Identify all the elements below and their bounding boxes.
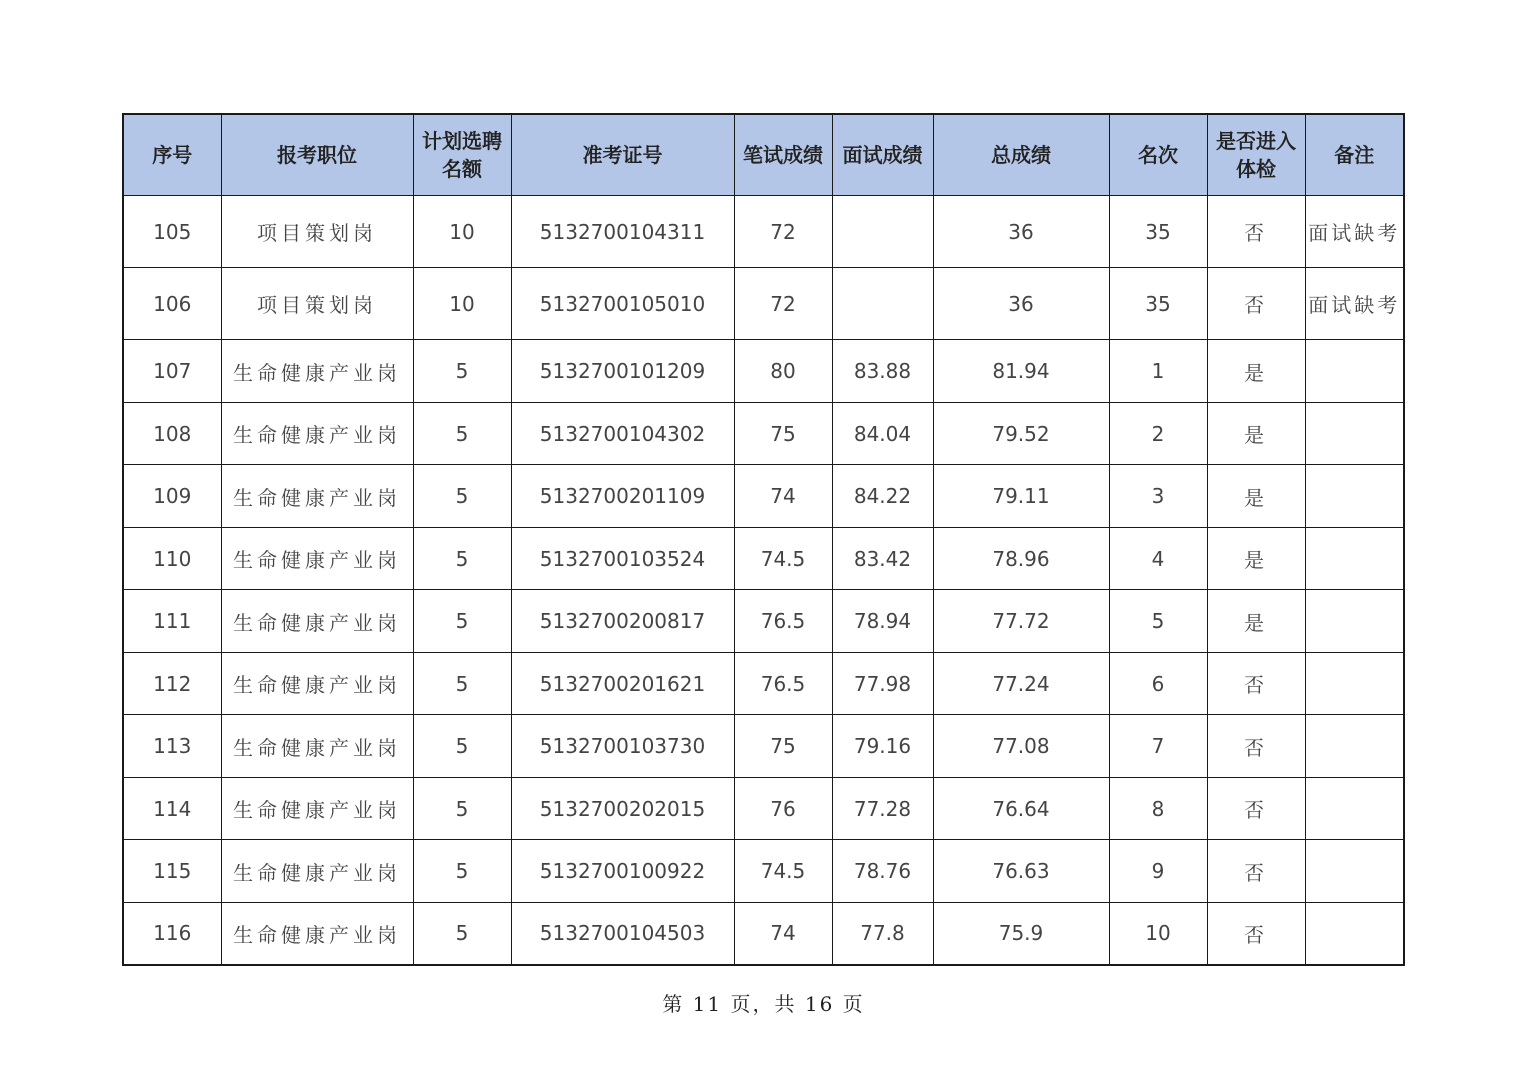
cell-rank: 8	[1109, 778, 1207, 840]
cell-remarks	[1305, 340, 1404, 403]
header-admission-number: 准考证号	[511, 114, 734, 196]
cell-rank: 10	[1109, 903, 1207, 965]
cell-written-score: 76.5	[734, 653, 832, 715]
cell-admission-number: 5132700104302	[511, 403, 734, 465]
header-physical-exam: 是否进入体检	[1207, 114, 1305, 196]
header-remarks: 备注	[1305, 114, 1404, 196]
cell-position: 生命健康产业岗	[221, 528, 413, 590]
cell-interview-score	[832, 196, 933, 268]
cell-planned-quota: 10	[413, 268, 511, 340]
cell-written-score: 74.5	[734, 840, 832, 903]
cell-planned-quota: 5	[413, 403, 511, 465]
cell-interview-score: 83.88	[832, 340, 933, 403]
cell-total-score: 36	[933, 196, 1109, 268]
cell-planned-quota: 5	[413, 840, 511, 903]
table-row	[123, 903, 1404, 965]
cell-interview-score: 77.28	[832, 778, 933, 840]
header-row	[123, 114, 1404, 196]
cell-physical-exam: 否	[1207, 840, 1305, 903]
cell-written-score: 75	[734, 403, 832, 465]
cell-admission-number: 5132700103524	[511, 528, 734, 590]
cell-rank: 35	[1109, 268, 1207, 340]
table-row	[123, 196, 1404, 268]
header-planned-quota: 计划选聘名额	[413, 114, 511, 196]
cell-written-score: 74	[734, 465, 832, 528]
cell-position: 生命健康产业岗	[221, 903, 413, 965]
cell-rank: 5	[1109, 590, 1207, 653]
cell-position: 生命健康产业岗	[221, 778, 413, 840]
cell-remarks	[1305, 590, 1404, 653]
table-row	[123, 590, 1404, 653]
cell-planned-quota: 5	[413, 903, 511, 965]
cell-physical-exam: 否	[1207, 653, 1305, 715]
cell-admission-number: 5132700100922	[511, 840, 734, 903]
header-rank: 名次	[1109, 114, 1207, 196]
cell-physical-exam: 是	[1207, 340, 1305, 403]
cell-total-score: 79.52	[933, 403, 1109, 465]
cell-serial-number: 114	[123, 778, 221, 840]
cell-physical-exam: 是	[1207, 590, 1305, 653]
cell-physical-exam: 否	[1207, 268, 1305, 340]
cell-serial-number: 110	[123, 528, 221, 590]
cell-physical-exam: 否	[1207, 196, 1305, 268]
cell-total-score: 77.72	[933, 590, 1109, 653]
cell-remarks	[1305, 528, 1404, 590]
cell-planned-quota: 5	[413, 778, 511, 840]
cell-admission-number: 5132700200817	[511, 590, 734, 653]
cell-interview-score: 84.22	[832, 465, 933, 528]
table-row	[123, 528, 1404, 590]
cell-admission-number: 5132700104311	[511, 196, 734, 268]
cell-serial-number: 116	[123, 903, 221, 965]
cell-total-score: 78.96	[933, 528, 1109, 590]
cell-admission-number: 5132700201109	[511, 465, 734, 528]
cell-planned-quota: 5	[413, 528, 511, 590]
cell-written-score: 72	[734, 196, 832, 268]
cell-position: 生命健康产业岗	[221, 403, 413, 465]
cell-serial-number: 111	[123, 590, 221, 653]
cell-total-score: 81.94	[933, 340, 1109, 403]
cell-rank: 6	[1109, 653, 1207, 715]
cell-rank: 2	[1109, 403, 1207, 465]
cell-admission-number: 5132700103730	[511, 715, 734, 778]
cell-interview-score	[832, 268, 933, 340]
cell-remarks	[1305, 653, 1404, 715]
table-row	[123, 268, 1404, 340]
cell-serial-number: 105	[123, 196, 221, 268]
table-header	[123, 114, 1404, 196]
cell-remarks	[1305, 840, 1404, 903]
cell-serial-number: 108	[123, 403, 221, 465]
cell-position: 生命健康产业岗	[221, 465, 413, 528]
table-row	[123, 840, 1404, 903]
cell-interview-score: 78.76	[832, 840, 933, 903]
cell-planned-quota: 5	[413, 340, 511, 403]
cell-position: 生命健康产业岗	[221, 340, 413, 403]
cell-admission-number: 5132700201621	[511, 653, 734, 715]
cell-admission-number: 5132700101209	[511, 340, 734, 403]
cell-remarks	[1305, 715, 1404, 778]
cell-remarks	[1305, 903, 1404, 965]
cell-planned-quota: 5	[413, 715, 511, 778]
cell-physical-exam: 否	[1207, 715, 1305, 778]
cell-position: 项目策划岗	[221, 196, 413, 268]
cell-remarks: 面试缺考	[1305, 196, 1404, 268]
cell-position: 项目策划岗	[221, 268, 413, 340]
cell-rank: 3	[1109, 465, 1207, 528]
cell-physical-exam: 是	[1207, 465, 1305, 528]
cell-written-score: 76.5	[734, 590, 832, 653]
cell-total-score: 77.08	[933, 715, 1109, 778]
cell-admission-number: 5132700202015	[511, 778, 734, 840]
cell-serial-number: 113	[123, 715, 221, 778]
table-row	[123, 340, 1404, 403]
cell-interview-score: 79.16	[832, 715, 933, 778]
cell-physical-exam: 否	[1207, 778, 1305, 840]
cell-physical-exam: 是	[1207, 403, 1305, 465]
cell-planned-quota: 10	[413, 196, 511, 268]
cell-total-score: 75.9	[933, 903, 1109, 965]
cell-written-score: 72	[734, 268, 832, 340]
cell-interview-score: 77.8	[832, 903, 933, 965]
cell-written-score: 74.5	[734, 528, 832, 590]
cell-total-score: 79.11	[933, 465, 1109, 528]
results-table	[122, 113, 1405, 966]
cell-planned-quota: 5	[413, 465, 511, 528]
cell-remarks: 面试缺考	[1305, 268, 1404, 340]
header-written-score: 笔试成绩	[734, 114, 832, 196]
cell-total-score: 36	[933, 268, 1109, 340]
table-row	[123, 465, 1404, 528]
cell-physical-exam: 是	[1207, 528, 1305, 590]
table-row	[123, 715, 1404, 778]
cell-written-score: 76	[734, 778, 832, 840]
cell-written-score: 74	[734, 903, 832, 965]
cell-rank: 4	[1109, 528, 1207, 590]
cell-planned-quota: 5	[413, 590, 511, 653]
table-row	[123, 653, 1404, 715]
cell-serial-number: 106	[123, 268, 221, 340]
cell-rank: 35	[1109, 196, 1207, 268]
table-body	[123, 196, 1404, 965]
cell-total-score: 76.64	[933, 778, 1109, 840]
cell-rank: 1	[1109, 340, 1207, 403]
cell-serial-number: 112	[123, 653, 221, 715]
cell-planned-quota: 5	[413, 653, 511, 715]
cell-remarks	[1305, 465, 1404, 528]
cell-interview-score: 77.98	[832, 653, 933, 715]
cell-written-score: 80	[734, 340, 832, 403]
header-total-score: 总成绩	[933, 114, 1109, 196]
cell-position: 生命健康产业岗	[221, 653, 413, 715]
cell-remarks	[1305, 403, 1404, 465]
cell-written-score: 75	[734, 715, 832, 778]
cell-total-score: 76.63	[933, 840, 1109, 903]
cell-remarks	[1305, 778, 1404, 840]
cell-physical-exam: 否	[1207, 903, 1305, 965]
cell-position: 生命健康产业岗	[221, 715, 413, 778]
cell-position: 生命健康产业岗	[221, 840, 413, 903]
cell-interview-score: 83.42	[832, 528, 933, 590]
cell-interview-score: 78.94	[832, 590, 933, 653]
cell-total-score: 77.24	[933, 653, 1109, 715]
header-position: 报考职位	[221, 114, 413, 196]
table-row	[123, 403, 1404, 465]
cell-rank: 7	[1109, 715, 1207, 778]
cell-serial-number: 109	[123, 465, 221, 528]
cell-position: 生命健康产业岗	[221, 590, 413, 653]
table-row	[123, 778, 1404, 840]
cell-rank: 9	[1109, 840, 1207, 903]
header-serial-number: 序号	[123, 114, 221, 196]
cell-interview-score: 84.04	[832, 403, 933, 465]
cell-serial-number: 107	[123, 340, 221, 403]
cell-admission-number: 5132700104503	[511, 903, 734, 965]
cell-serial-number: 115	[123, 840, 221, 903]
header-interview-score: 面试成绩	[832, 114, 933, 196]
cell-admission-number: 5132700105010	[511, 268, 734, 340]
page-footer: 第 11 页，共 16 页	[662, 992, 865, 1016]
